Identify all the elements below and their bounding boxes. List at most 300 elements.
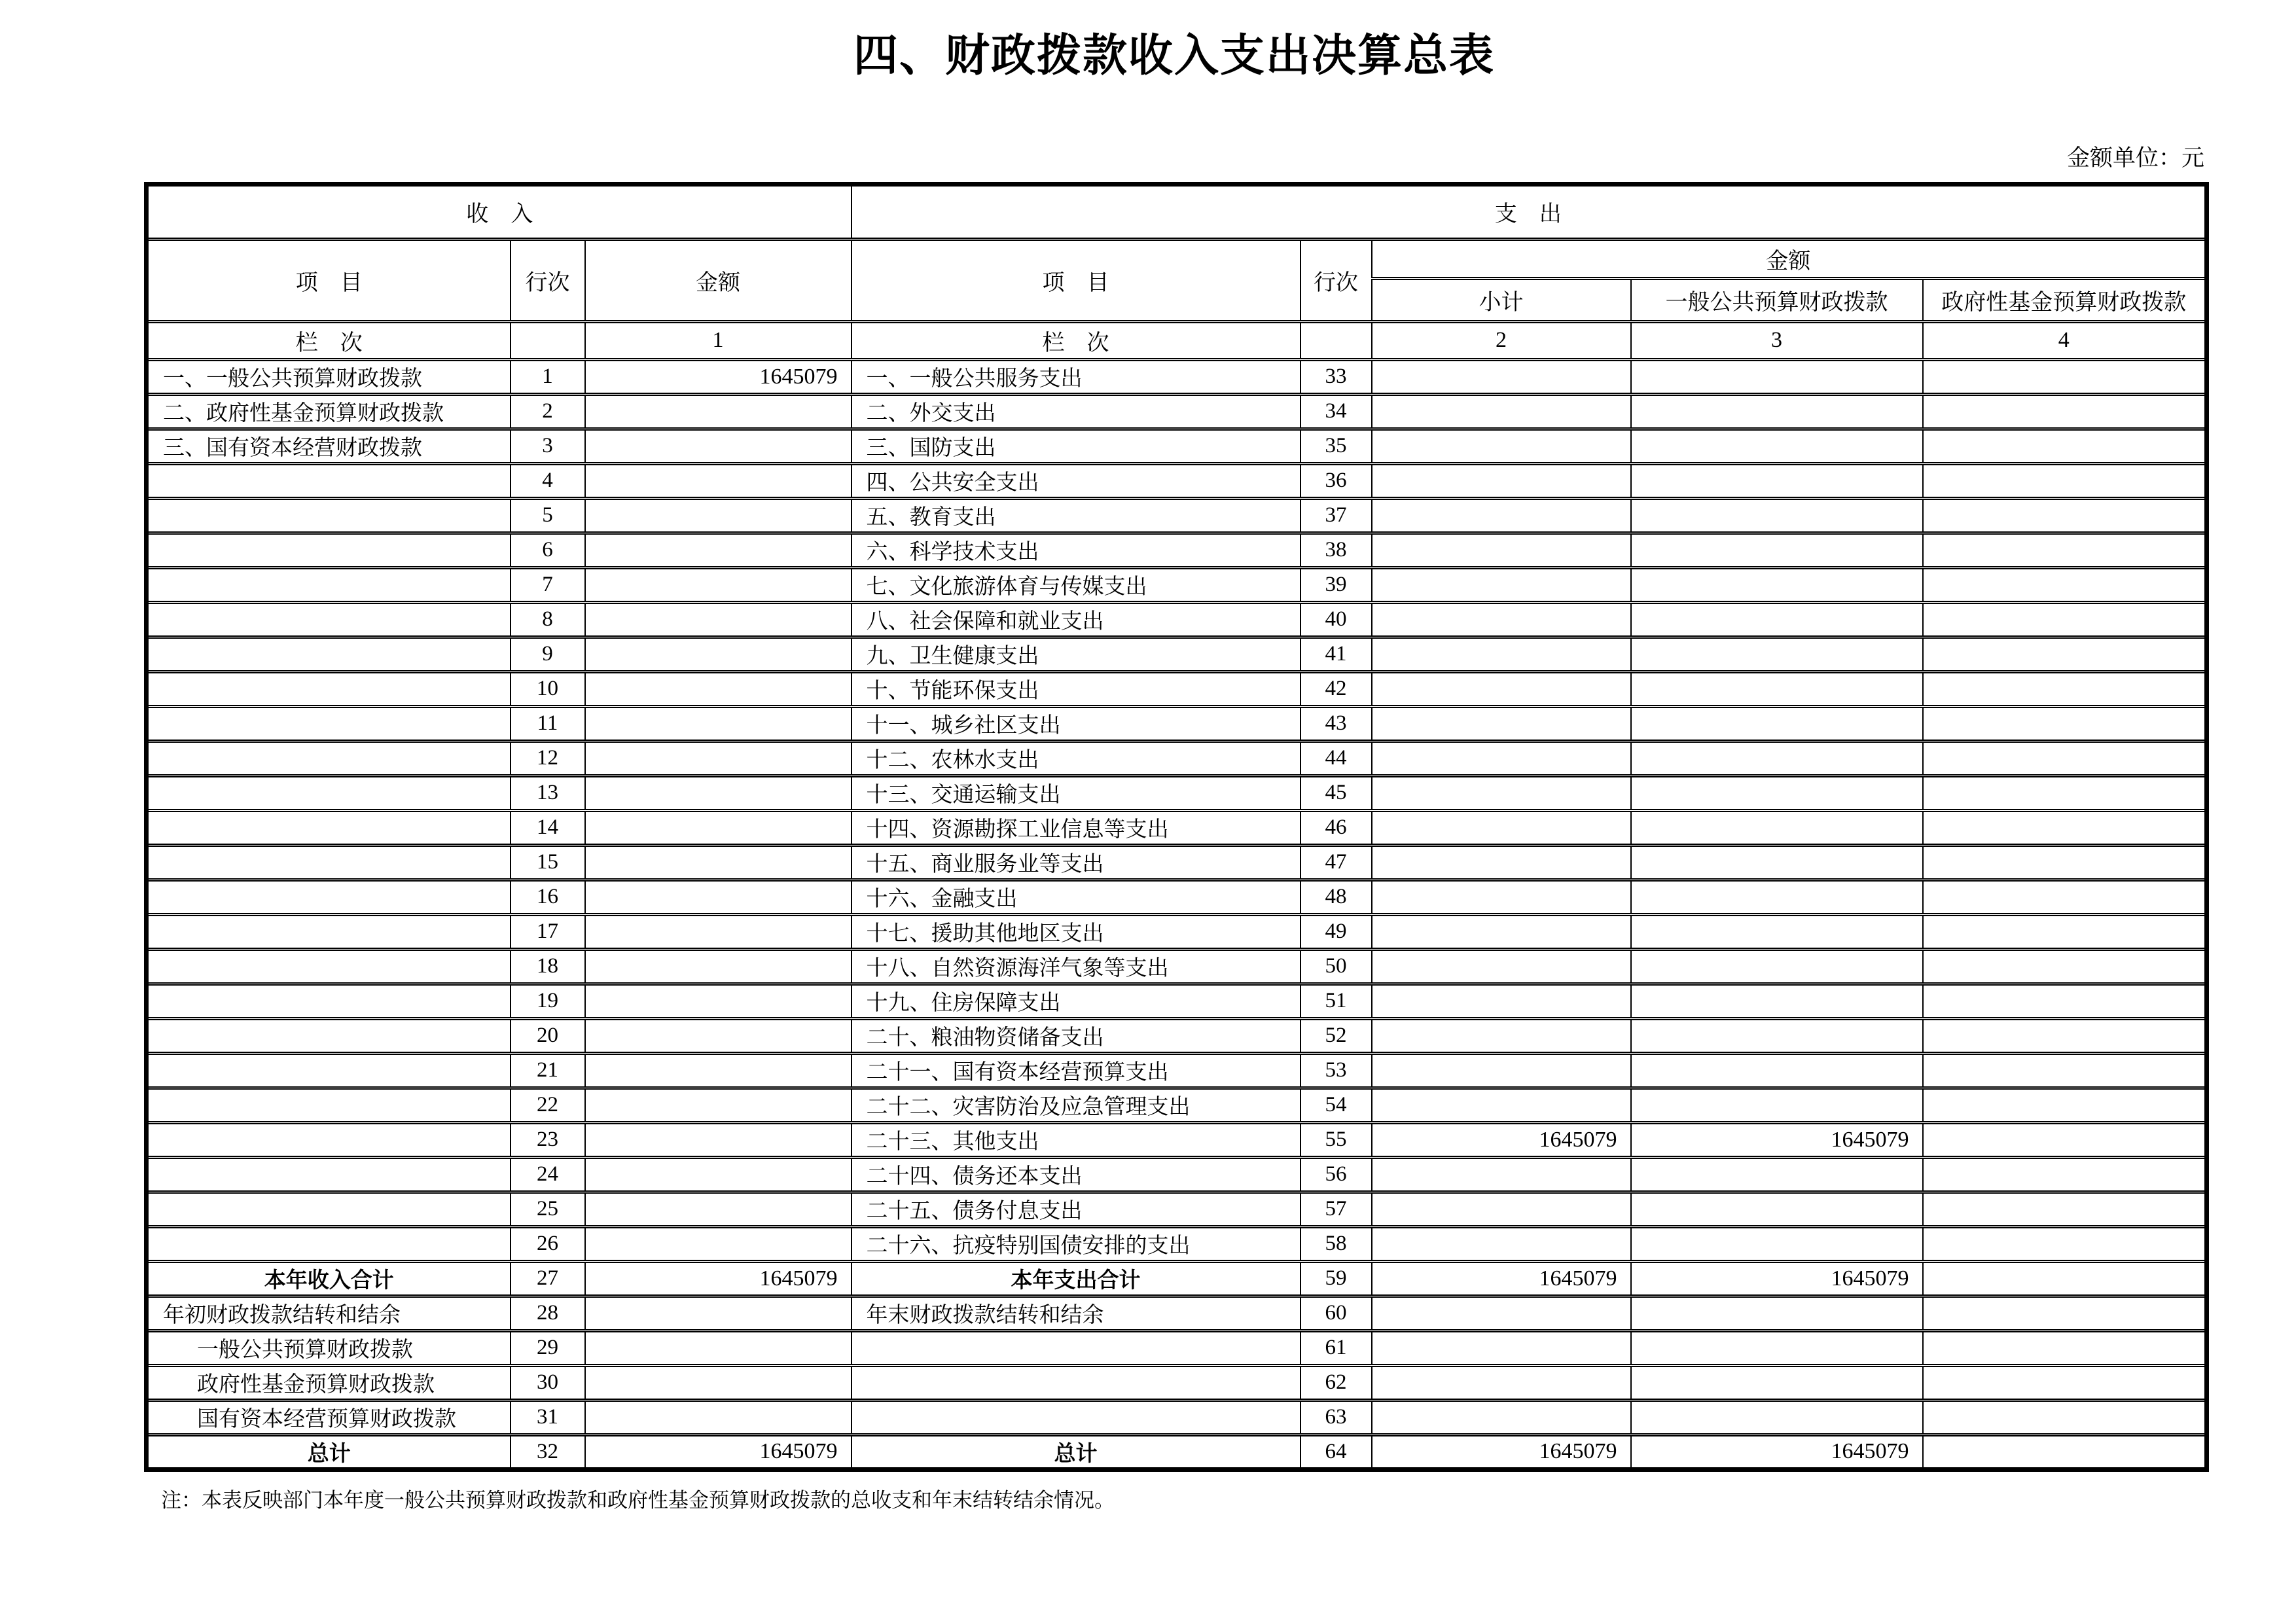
income-amount: 1645079 — [585, 1435, 852, 1469]
income-item-label: 一、一般公共预算财政拨款 — [147, 359, 511, 394]
expense-line-number: 45 — [1300, 776, 1372, 810]
income-line-number: 4 — [511, 463, 585, 498]
expense-gov-fund-amount — [1923, 845, 2207, 880]
income-amount — [585, 741, 852, 776]
income-amount — [585, 1296, 852, 1330]
table-row — [147, 741, 2207, 776]
table-row — [147, 776, 2207, 810]
income-item-label: 一般公共预算财政拨款 — [147, 1330, 511, 1365]
expense-line-number: 64 — [1300, 1435, 1372, 1469]
expense-line-number: 47 — [1300, 845, 1372, 880]
expense-item-label: 二十三、其他支出 — [852, 1122, 1300, 1157]
expense-item-label — [852, 1365, 1300, 1400]
table-row — [147, 949, 2207, 984]
expense-general-budget-amount — [1631, 1053, 1923, 1088]
income-item-label: 二、政府性基金预算财政拨款 — [147, 394, 511, 429]
income-amount — [585, 429, 852, 463]
income-amount: 1645079 — [585, 359, 852, 394]
expense-subtotal-amount — [1372, 359, 1631, 394]
table-row — [147, 845, 2207, 880]
income-line-number: 12 — [511, 741, 585, 776]
expense-general-budget-amount — [1631, 1192, 1923, 1226]
income-item-label — [147, 706, 511, 741]
expense-general-budget-amount — [1631, 880, 1923, 914]
income-item-label — [147, 671, 511, 706]
expense-item-label: 二十六、抗疫特别国债安排的支出 — [852, 1226, 1300, 1261]
income-item-label — [147, 1088, 511, 1122]
expense-line-number: 38 — [1300, 533, 1372, 567]
income-line-number: 20 — [511, 1018, 585, 1053]
expense-gov-fund-amount — [1923, 1435, 2207, 1469]
income-amount — [585, 671, 852, 706]
income-line-number: 32 — [511, 1435, 585, 1469]
income-line-number: 5 — [511, 498, 585, 533]
general-budget-header: 一般公共预算财政拨款 — [1631, 278, 1923, 321]
expense-gov-fund-amount — [1923, 1157, 2207, 1192]
expense-gov-fund-amount — [1923, 706, 2207, 741]
expense-general-budget-amount — [1631, 949, 1923, 984]
income-line-number: 21 — [511, 1053, 585, 1088]
expense-subtotal-amount — [1372, 1296, 1631, 1330]
income-item-label — [147, 533, 511, 567]
income-item-label: 年初财政拨款结转和结余 — [147, 1296, 511, 1330]
expense-general-budget-amount — [1631, 671, 1923, 706]
income-line-number: 1 — [511, 359, 585, 394]
expense-item-label: 二十、粮油物资储备支出 — [852, 1018, 1300, 1053]
expense-line-number: 49 — [1300, 914, 1372, 949]
expense-gov-fund-amount — [1923, 637, 2207, 671]
income-amount — [585, 845, 852, 880]
expense-gov-fund-amount — [1923, 1192, 2207, 1226]
expense-gov-fund-amount — [1923, 602, 2207, 637]
expense-general-budget-amount — [1631, 1330, 1923, 1365]
expense-item-label: 十六、金融支出 — [852, 880, 1300, 914]
income-item-label: 总计 — [147, 1435, 511, 1469]
table-row — [147, 429, 2207, 463]
expense-subtotal-amount — [1372, 602, 1631, 637]
income-item-label — [147, 810, 511, 845]
table-row — [147, 498, 2207, 533]
amount-unit-label: 金额单位：元 — [2066, 145, 2204, 171]
expense-subtotal-amount — [1372, 498, 1631, 533]
section-header-row — [147, 184, 2207, 239]
expense-line-number: 56 — [1300, 1157, 1372, 1192]
income-amount — [585, 1157, 852, 1192]
expense-item-label: 三、国防支出 — [852, 429, 1300, 463]
fiscal-appropriation-summary-table — [144, 182, 2209, 1472]
expense-line-number: 61 — [1300, 1330, 1372, 1365]
expense-general-budget-amount — [1631, 810, 1923, 845]
expense-general-budget-amount — [1631, 984, 1923, 1018]
income-amount — [585, 984, 852, 1018]
table-row — [147, 1018, 2207, 1053]
expense-general-budget-amount — [1631, 845, 1923, 880]
expense-general-budget-amount — [1631, 1365, 1923, 1400]
income-line-number: 7 — [511, 567, 585, 602]
expense-gov-fund-amount — [1923, 671, 2207, 706]
table-row — [147, 463, 2207, 498]
expense-subtotal-amount — [1372, 1018, 1631, 1053]
income-line-number: 19 — [511, 984, 585, 1018]
expense-general-budget-amount — [1631, 359, 1923, 394]
expense-item-header: 项 目 — [852, 239, 1300, 321]
expense-line-number: 58 — [1300, 1226, 1372, 1261]
expense-line-number: 53 — [1300, 1053, 1372, 1088]
income-item-label — [147, 776, 511, 810]
income-amount — [585, 1400, 852, 1435]
income-amount-header: 金额 — [585, 239, 852, 321]
table-row — [147, 914, 2207, 949]
table-row — [147, 1192, 2207, 1226]
income-amount — [585, 1018, 852, 1053]
expense-subtotal-amount — [1372, 1157, 1631, 1192]
expense-subtotal-amount — [1372, 533, 1631, 567]
income-line-number: 30 — [511, 1365, 585, 1400]
general-budget-index: 3 — [1631, 321, 1923, 359]
table-row — [147, 1122, 2207, 1157]
expense-subtotal-amount — [1372, 706, 1631, 741]
column-header-row — [147, 239, 2207, 278]
table-row — [147, 533, 2207, 567]
income-item-label — [147, 914, 511, 949]
expense-subtotal-amount — [1372, 1053, 1631, 1088]
income-amount — [585, 1122, 852, 1157]
table-row — [147, 1400, 2207, 1435]
income-amount — [585, 880, 852, 914]
income-amount — [585, 567, 852, 602]
income-line-index-blank — [511, 321, 585, 359]
expense-subtotal-amount — [1372, 1192, 1631, 1226]
income-section-header: 收 入 — [147, 184, 852, 239]
expense-gov-fund-amount — [1923, 394, 2207, 429]
income-item-label — [147, 637, 511, 671]
income-amount — [585, 810, 852, 845]
expense-general-budget-amount — [1631, 1400, 1923, 1435]
expense-general-budget-amount: 1645079 — [1631, 1435, 1923, 1469]
income-amount: 1645079 — [585, 1261, 852, 1296]
table-row — [147, 671, 2207, 706]
expense-item-label: 二、外交支出 — [852, 394, 1300, 429]
expense-subtotal-amount — [1372, 776, 1631, 810]
income-amount — [585, 498, 852, 533]
expense-gov-fund-amount — [1923, 1261, 2207, 1296]
income-line-number: 31 — [511, 1400, 585, 1435]
expense-item-label: 十、节能环保支出 — [852, 671, 1300, 706]
expense-subtotal-amount — [1372, 880, 1631, 914]
expense-line-number: 35 — [1300, 429, 1372, 463]
expense-general-budget-amount — [1631, 394, 1923, 429]
income-item-label: 政府性基金预算财政拨款 — [147, 1365, 511, 1400]
expense-item-label: 十四、资源勘探工业信息等支出 — [852, 810, 1300, 845]
expense-gov-fund-amount — [1923, 463, 2207, 498]
income-line-number: 27 — [511, 1261, 585, 1296]
income-line-number: 6 — [511, 533, 585, 567]
expense-general-budget-amount: 1645079 — [1631, 1122, 1923, 1157]
expense-general-budget-amount — [1631, 1296, 1923, 1330]
table-row — [147, 1435, 2207, 1469]
expense-subtotal-amount — [1372, 394, 1631, 429]
expense-gov-fund-amount — [1923, 984, 2207, 1018]
income-line-number: 26 — [511, 1226, 585, 1261]
expense-line-number: 60 — [1300, 1296, 1372, 1330]
expense-item-label: 十五、商业服务业等支出 — [852, 845, 1300, 880]
income-amount-index: 1 — [585, 321, 852, 359]
income-item-label — [147, 949, 511, 984]
table-row — [147, 359, 2207, 394]
expense-subtotal-amount — [1372, 637, 1631, 671]
expense-item-label: 十二、农林水支出 — [852, 741, 1300, 776]
table-body — [147, 359, 2207, 1469]
table-row — [147, 1296, 2207, 1330]
expense-item-label: 年末财政拨款结转和结余 — [852, 1296, 1300, 1330]
expense-gov-fund-amount — [1923, 498, 2207, 533]
expense-gov-fund-amount — [1923, 429, 2207, 463]
expense-subtotal-amount — [1372, 1226, 1631, 1261]
income-item-label — [147, 741, 511, 776]
expense-gov-fund-amount — [1923, 880, 2207, 914]
expense-line-number: 48 — [1300, 880, 1372, 914]
expense-line-number: 46 — [1300, 810, 1372, 845]
expense-amount-group-header: 金额 — [1372, 239, 2207, 278]
income-amount — [585, 533, 852, 567]
expense-item-label: 八、社会保障和就业支出 — [852, 602, 1300, 637]
expense-item-label: 七、文化旅游体育与传媒支出 — [852, 567, 1300, 602]
expense-general-budget-amount — [1631, 1088, 1923, 1122]
table-row — [147, 706, 2207, 741]
expense-gov-fund-amount — [1923, 741, 2207, 776]
expense-subtotal-amount — [1372, 1400, 1631, 1435]
expense-subtotal-amount — [1372, 567, 1631, 602]
income-amount — [585, 949, 852, 984]
income-amount — [585, 1226, 852, 1261]
income-line-number: 16 — [511, 880, 585, 914]
expense-line-number: 34 — [1300, 394, 1372, 429]
expense-gov-fund-amount — [1923, 810, 2207, 845]
expense-subtotal-amount — [1372, 949, 1631, 984]
expense-general-budget-amount — [1631, 567, 1923, 602]
page-title: 四、财政拨款收入支出决算总表 — [853, 31, 1495, 80]
expense-item-label — [852, 1400, 1300, 1435]
expense-line-number: 55 — [1300, 1122, 1372, 1157]
income-line-number: 17 — [511, 914, 585, 949]
table-row — [147, 602, 2207, 637]
expense-gov-fund-amount — [1923, 359, 2207, 394]
expense-gov-fund-amount — [1923, 776, 2207, 810]
income-amount — [585, 394, 852, 429]
expense-line-no-header: 行次 — [1300, 239, 1372, 321]
subtotal-index: 2 — [1372, 321, 1631, 359]
expense-gov-fund-amount — [1923, 914, 2207, 949]
expense-gov-fund-amount — [1923, 1226, 2207, 1261]
table-row — [147, 1365, 2207, 1400]
expense-line-number: 54 — [1300, 1088, 1372, 1122]
expense-item-label: 六、科学技术支出 — [852, 533, 1300, 567]
expense-line-number: 44 — [1300, 741, 1372, 776]
expense-general-budget-amount — [1631, 1226, 1923, 1261]
expense-gov-fund-amount — [1923, 1365, 2207, 1400]
column-index-row — [147, 321, 2207, 359]
expense-gov-fund-amount — [1923, 533, 2207, 567]
income-amount — [585, 1330, 852, 1365]
income-item-label: 国有资本经营预算财政拨款 — [147, 1400, 511, 1435]
income-amount — [585, 602, 852, 637]
expense-line-number: 33 — [1300, 359, 1372, 394]
income-line-number: 13 — [511, 776, 585, 810]
income-line-number: 24 — [511, 1157, 585, 1192]
income-line-number: 9 — [511, 637, 585, 671]
expense-subtotal-amount — [1372, 984, 1631, 1018]
expense-general-budget-amount — [1631, 1018, 1923, 1053]
income-column-index-label: 栏 次 — [147, 321, 511, 359]
expense-item-label: 十八、自然资源海洋气象等支出 — [852, 949, 1300, 984]
expense-general-budget-amount — [1631, 776, 1923, 810]
income-amount — [585, 1053, 852, 1088]
expense-line-number: 42 — [1300, 671, 1372, 706]
expense-subtotal-amount — [1372, 1088, 1631, 1122]
table-row — [147, 880, 2207, 914]
expense-gov-fund-amount — [1923, 1088, 2207, 1122]
income-item-label — [147, 1226, 511, 1261]
expense-subtotal-amount — [1372, 463, 1631, 498]
table-row — [147, 1157, 2207, 1192]
expense-item-label: 二十二、灾害防治及应急管理支出 — [852, 1088, 1300, 1122]
table-header — [147, 184, 2207, 359]
expense-general-budget-amount: 1645079 — [1631, 1261, 1923, 1296]
expense-subtotal-amount — [1372, 429, 1631, 463]
table-row — [147, 637, 2207, 671]
expense-line-index-blank — [1300, 321, 1372, 359]
expense-line-number: 57 — [1300, 1192, 1372, 1226]
income-line-number: 11 — [511, 706, 585, 741]
expense-gov-fund-amount — [1923, 1053, 2207, 1088]
expense-general-budget-amount — [1631, 914, 1923, 949]
expense-item-label: 十三、交通运输支出 — [852, 776, 1300, 810]
income-item-label — [147, 880, 511, 914]
expense-line-number: 41 — [1300, 637, 1372, 671]
subtotal-header: 小计 — [1372, 278, 1631, 321]
income-amount — [585, 1088, 852, 1122]
income-line-number: 8 — [511, 602, 585, 637]
income-item-header: 项 目 — [147, 239, 511, 321]
income-item-label — [147, 984, 511, 1018]
income-item-label — [147, 602, 511, 637]
table-row — [147, 1088, 2207, 1122]
expense-item-label: 十七、援助其他地区支出 — [852, 914, 1300, 949]
expense-general-budget-amount — [1631, 429, 1923, 463]
income-item-label — [147, 1157, 511, 1192]
expense-general-budget-amount — [1631, 741, 1923, 776]
expense-subtotal-amount — [1372, 741, 1631, 776]
expense-general-budget-amount — [1631, 533, 1923, 567]
expense-general-budget-amount — [1631, 602, 1923, 637]
expense-gov-fund-amount — [1923, 567, 2207, 602]
expense-subtotal-amount — [1372, 845, 1631, 880]
income-item-label — [147, 567, 511, 602]
table-row — [147, 1226, 2207, 1261]
expense-item-label: 本年支出合计 — [852, 1261, 1300, 1296]
expense-line-number: 51 — [1300, 984, 1372, 1018]
expense-subtotal-amount: 1645079 — [1372, 1261, 1631, 1296]
expense-line-number: 63 — [1300, 1400, 1372, 1435]
expense-item-label: 二十四、债务还本支出 — [852, 1157, 1300, 1192]
expense-column-index-label: 栏 次 — [852, 321, 1300, 359]
income-item-label — [147, 1122, 511, 1157]
expense-item-label: 二十五、债务付息支出 — [852, 1192, 1300, 1226]
table-row — [147, 1053, 2207, 1088]
expense-line-number: 39 — [1300, 567, 1372, 602]
expense-gov-fund-amount — [1923, 1122, 2207, 1157]
table-row — [147, 394, 2207, 429]
income-amount — [585, 637, 852, 671]
expense-general-budget-amount — [1631, 706, 1923, 741]
income-line-number: 14 — [511, 810, 585, 845]
expense-general-budget-amount — [1631, 1157, 1923, 1192]
expense-subtotal-amount — [1372, 810, 1631, 845]
expense-gov-fund-amount — [1923, 949, 2207, 984]
expense-line-number: 59 — [1300, 1261, 1372, 1296]
expense-item-label: 十一、城乡社区支出 — [852, 706, 1300, 741]
expense-general-budget-amount — [1631, 463, 1923, 498]
income-amount — [585, 706, 852, 741]
expense-line-number: 40 — [1300, 602, 1372, 637]
income-item-label: 三、国有资本经营财政拨款 — [147, 429, 511, 463]
income-item-label — [147, 845, 511, 880]
income-line-number: 22 — [511, 1088, 585, 1122]
income-item-label — [147, 1192, 511, 1226]
expense-gov-fund-amount — [1923, 1296, 2207, 1330]
expense-line-number: 43 — [1300, 706, 1372, 741]
income-line-number: 25 — [511, 1192, 585, 1226]
income-amount — [585, 463, 852, 498]
expense-line-number: 50 — [1300, 949, 1372, 984]
table-row — [147, 1261, 2207, 1296]
expense-subtotal-amount — [1372, 1330, 1631, 1365]
expense-item-label: 四、公共安全支出 — [852, 463, 1300, 498]
income-line-number: 15 — [511, 845, 585, 880]
income-amount — [585, 914, 852, 949]
expense-gov-fund-amount — [1923, 1400, 2207, 1435]
income-amount — [585, 1365, 852, 1400]
document-content — [144, 26, 2204, 1513]
expense-line-number: 62 — [1300, 1365, 1372, 1400]
income-amount — [585, 1192, 852, 1226]
income-line-number: 23 — [511, 1122, 585, 1157]
income-item-label — [147, 463, 511, 498]
income-item-label — [147, 1053, 511, 1088]
expense-line-number: 37 — [1300, 498, 1372, 533]
expense-subtotal-amount: 1645079 — [1372, 1122, 1631, 1157]
gov-fund-index: 4 — [1923, 321, 2207, 359]
table-note: 注：本表反映部门本年度一般公共预算财政拨款和政府性基金预算财政拨款的总收支和年末结转结余情况。 — [161, 1488, 1115, 1512]
income-line-number: 2 — [511, 394, 585, 429]
expense-subtotal-amount: 1645079 — [1372, 1435, 1631, 1469]
expense-gov-fund-amount — [1923, 1330, 2207, 1365]
income-line-number: 10 — [511, 671, 585, 706]
expense-line-number: 36 — [1300, 463, 1372, 498]
table-row — [147, 567, 2207, 602]
expense-item-label: 五、教育支出 — [852, 498, 1300, 533]
table-row — [147, 1330, 2207, 1365]
income-item-label — [147, 1018, 511, 1053]
income-line-number: 28 — [511, 1296, 585, 1330]
expense-gov-fund-amount — [1923, 1018, 2207, 1053]
expense-line-number: 52 — [1300, 1018, 1372, 1053]
gov-fund-header: 政府性基金预算财政拨款 — [1923, 278, 2207, 321]
income-line-number: 3 — [511, 429, 585, 463]
income-line-no-header: 行次 — [511, 239, 585, 321]
expense-section-header: 支 出 — [852, 184, 2207, 239]
income-item-label — [147, 498, 511, 533]
